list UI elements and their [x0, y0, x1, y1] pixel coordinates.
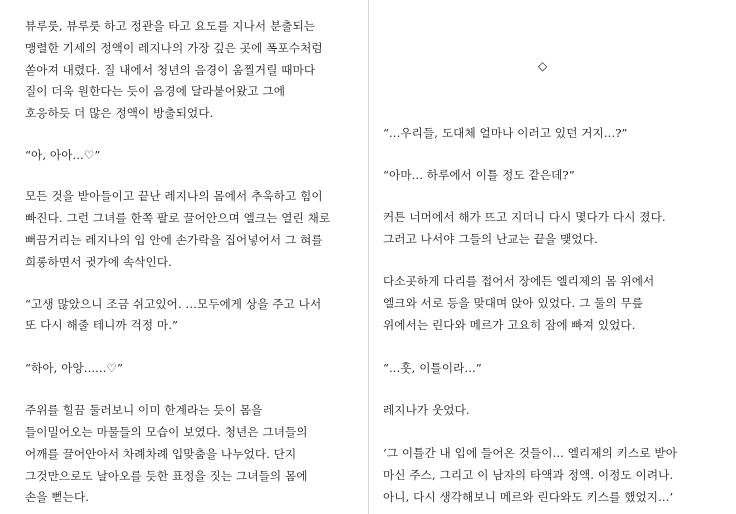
text-line: 뷰루룻, 뷰루룻 하고 정관을 타고 요도를 지나서 분출되는 — [25, 19, 316, 33]
text-line: 손을 뻗는다. — [25, 490, 90, 504]
thought-line: 아니, 다시 생각해보니 메르와 린다와도 키스를 했었지...’ — [383, 490, 674, 504]
dialogue-line: “하아, 아앙......♡” — [25, 361, 124, 375]
dialogue-line: “...우리들, 도대체 얼마나 이러고 있던 거지...?” — [383, 126, 628, 140]
text-line: 쏟아져 내렸다. 질 내에서 청년의 음경이 움찔거릴 때마다 — [25, 63, 316, 77]
text-line: 위에서는 린다와 메르가 고요히 잠에 빠져 있었다. — [383, 318, 636, 332]
text-line: 빠진다. 그런 그녀를 한쪽 팔로 끌어안으며 엘크는 열린 채로 — [25, 211, 331, 225]
right-page — [369, 0, 736, 514]
text-line: 뻐끔거리는 레지나의 입 안에 손가락을 집어넣어서 그 혀를 — [25, 233, 323, 247]
text-line: 모든 것을 받아들이고 끝난 레지나의 몸에서 추욱하고 힘이 — [25, 189, 323, 203]
text-line: 커튼 너머에서 해가 뜨고 지더니 다시 몇다가 다시 졌다. — [383, 210, 666, 224]
dialogue-line: “아마... 하루에서 이틀 정도 같은데?” — [383, 168, 575, 182]
text-line: 다소곳하게 다리를 접어서 장에든 엘리제의 몸 위에서 — [383, 274, 655, 288]
dialogue-line: “고생 많았으니 조금 쉬고있어. ...모두에게 상을 주고 나서 — [25, 297, 322, 311]
text-line: 맹렬한 기세의 정액이 레지나의 가장 깊은 곳에 폭포수처럼 — [25, 41, 323, 55]
text-line: 희롱하면서 귓가에 속삭인다. — [25, 255, 172, 269]
text-line: 주위를 힐끔 둘러보니 이미 한계라는 듯이 몸을 — [25, 403, 263, 417]
text-line: 그러고 나서야 그들의 난교는 끝을 맺었다. — [383, 232, 598, 246]
text-line: 레지나가 웃었다. — [383, 403, 470, 417]
text-line: 질이 더욱 원한다는 듯이 음경에 달라붙어왔고 그에 — [25, 84, 286, 98]
scene-separator: ◇ — [538, 59, 548, 73]
text-line: 호응하듯 더 많은 정액이 방출되었다. — [25, 106, 214, 120]
text-line: 어깨를 끌어안아서 차례차례 입맞춤을 나누었다. 단지 — [25, 447, 297, 461]
thought-line: ‘그 이틀간 내 입에 들어온 것들이... 엘리제의 키스로 받아 — [383, 446, 678, 460]
dialogue-line: “...훗, 이틀이라...” — [383, 361, 482, 375]
thought-line: 마신 주스, 그리고 이 남자의 타액과 정액. 이정도 이려나. — [383, 468, 674, 482]
dialogue-line: “아, 아아...♡” — [25, 148, 101, 162]
text-line: 들이밀어오는 마물들의 모습이 보였다. 청년은 그녀들의 — [25, 425, 308, 439]
text-line: 엘크와 서로 등을 맞대며 앉아 있었다. 그 둘의 무릎 — [383, 296, 644, 310]
dialogue-line: 또 다시 해줄 테니까 걱정 마.” — [25, 318, 179, 332]
text-line: 그것만으로도 날아오를 듯한 표정을 짓는 그녀들의 몸에 — [25, 469, 308, 483]
